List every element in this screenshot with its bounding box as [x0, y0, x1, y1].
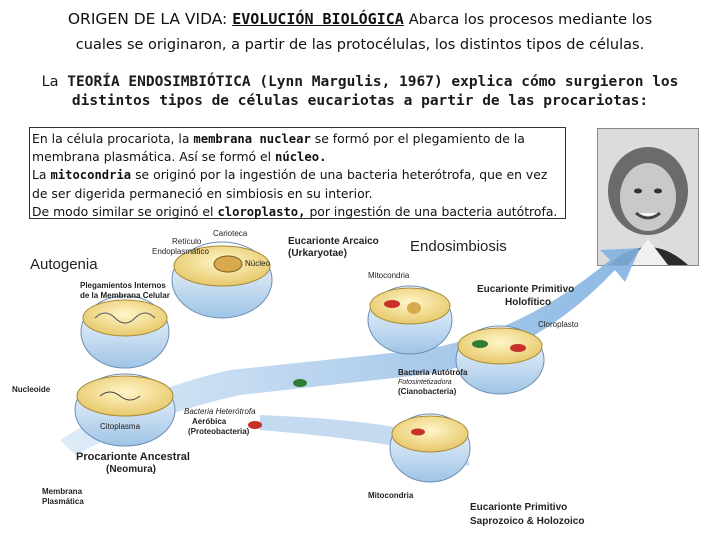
theory-heading: [0, 73, 720, 111]
cell-mitocondria: [368, 286, 452, 354]
title-line-2: cuales se originaron, a partir de las protocélulas, los distintos tipos de células.: [75, 37, 645, 53]
title-prefix: ORIGEN DE LA VIDA:: [67, 10, 228, 28]
label-carioteca: Carioteca: [213, 229, 248, 238]
cell-saprozoico: [390, 414, 470, 482]
label-procarionte-2: (Neomura): [106, 464, 157, 475]
cell-plegamientos: [81, 296, 169, 368]
label-bact-hetero-1: Bacteria Heterótrofa: [184, 407, 256, 416]
autogenia-label: Autogenia: [30, 256, 98, 273]
explanation-line-4: de ser digerida permaneció en simbiosis en su interior.: [32, 185, 373, 201]
label-bact-hetero-3: (Proteobacteria): [188, 427, 250, 436]
bacteria-heterotrofa: [248, 421, 262, 429]
label-bact-auto-3: (Cianobacteria): [398, 387, 457, 396]
cell-procarionte: [75, 374, 175, 446]
title-highlight: EVOLUCIÓN BIOLÓGICA: [232, 10, 404, 28]
label-nucleoide: Nucleoide: [12, 385, 51, 394]
endosymbiosis-diagram: [0, 220, 720, 540]
label-reticulo-2: Endoplasmático: [152, 247, 209, 256]
label-bact-auto-1: Bacteria Autótrofa: [398, 368, 468, 377]
title-rest: Abarca los procesos mediante los: [408, 12, 653, 28]
explanation-line-3: La mitocondria se originó por la ingestión de una bacteria heterótrofa, que en vez: [32, 167, 548, 183]
label-arcaico-1: Eucarionte Arcaico: [288, 236, 379, 247]
theory-line-2: distintos tipos de células eucariotas a partir de las procariotas:: [71, 93, 649, 109]
label-reticulo-1: Retículo: [172, 237, 202, 246]
explanation-line-1: En la célula procariota, la membrana nuclear se formó por el plegamiento de la: [32, 131, 525, 146]
label-primitivo-sapro-2: Saprozoico & Holozoico: [470, 516, 585, 527]
explanation-box: [29, 127, 566, 219]
explanation-line-2: membrana plasmática. Así se formó el núcleo.: [32, 149, 327, 165]
label-membrana-1: Membrana: [42, 487, 83, 496]
label-procarionte-1: Procarionte Ancestral: [76, 451, 190, 463]
theory-prefix: La: [41, 74, 59, 90]
label-bact-hetero-2: Aeróbica: [192, 417, 227, 426]
endosimbiosis-label: Endosimbiosis: [410, 238, 507, 255]
label-primitivo-holo-1: Eucarionte Primitivo: [477, 284, 575, 295]
bacteria-autotrofa: [293, 379, 307, 387]
label-bact-auto-2: Fotosintetizadora: [398, 379, 452, 386]
label-plegamientos-1: Plegamientos Internos: [80, 281, 166, 290]
cell-holofitico: [456, 326, 544, 394]
label-plegamientos-2: de la Membrana Celular: [80, 291, 170, 300]
label-primitivo-sapro-1: Eucarionte Primitivo: [470, 502, 568, 513]
label-citoplasma: Citoplasma: [100, 422, 141, 431]
label-primitivo-holo-2: Holofítico: [505, 297, 552, 308]
label-membrana-2: Plasmática: [42, 497, 84, 506]
label-nucleo: Núcleo: [245, 259, 270, 268]
label-mitocondria-bottom: Mitocondria: [368, 491, 414, 500]
explanation-line-5: De modo similar se originó el cloroplasto, por ingestión de una bacteria autótrofa.: [32, 203, 558, 219]
label-mitocondria-top: Mitocondria: [368, 271, 410, 280]
page-title: [0, 10, 720, 28]
theory-line-1: TEORÍA ENDOSIMBIÓTICA (Lynn Margulis, 1967) explica cómo surgieron los: [67, 74, 679, 90]
label-arcaico-2: (Urkaryotae): [288, 248, 347, 259]
label-cloroplasto: Cloroplasto: [538, 320, 579, 329]
